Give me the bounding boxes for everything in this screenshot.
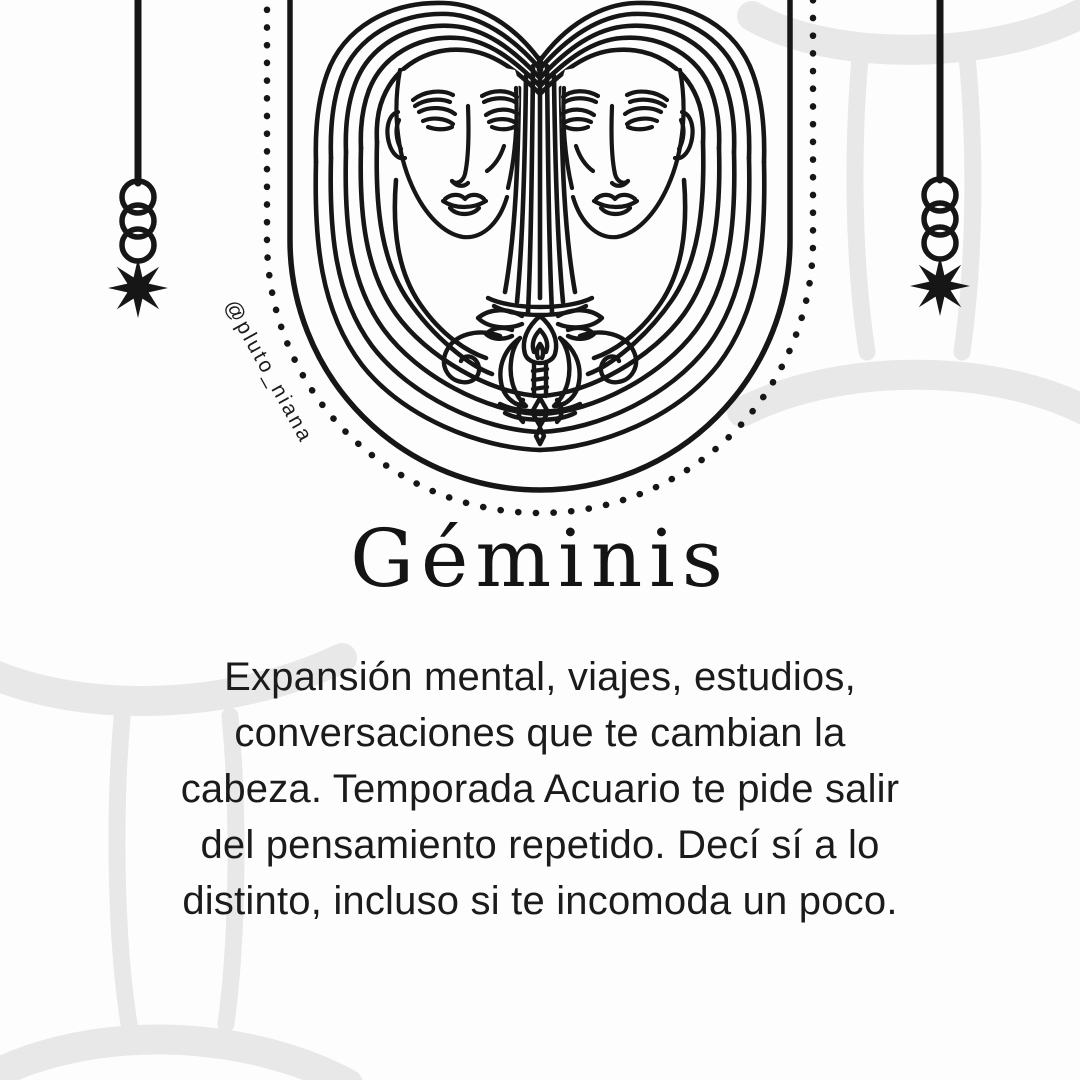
- three-rings-icon: [122, 181, 154, 261]
- horoscope-text: [80, 649, 1000, 929]
- horoscope-line: conversaciones que te cambian la: [234, 711, 846, 755]
- lotus-flourish-icon: [488, 298, 592, 444]
- hanging-star-ornament-left: [108, 0, 168, 318]
- zodiac-title: Géminis: [350, 512, 730, 605]
- eight-point-star-icon: [108, 258, 168, 318]
- horoscope-line: distinto, incluso si te incomoda un poco.: [182, 879, 898, 923]
- horoscope-line: cabeza. Temporada Acuario te pide salir: [180, 767, 900, 811]
- eight-point-star-icon: [910, 256, 970, 316]
- horoscope-line: del pensamiento repetido. Decí sí a lo: [200, 823, 880, 867]
- three-rings-icon: [924, 179, 956, 259]
- artist-handle: @pluto_niana: [219, 296, 318, 448]
- gemini-twins-icon: [316, 3, 765, 450]
- horoscope-line: Expansión mental, viajes, estudios,: [224, 655, 856, 699]
